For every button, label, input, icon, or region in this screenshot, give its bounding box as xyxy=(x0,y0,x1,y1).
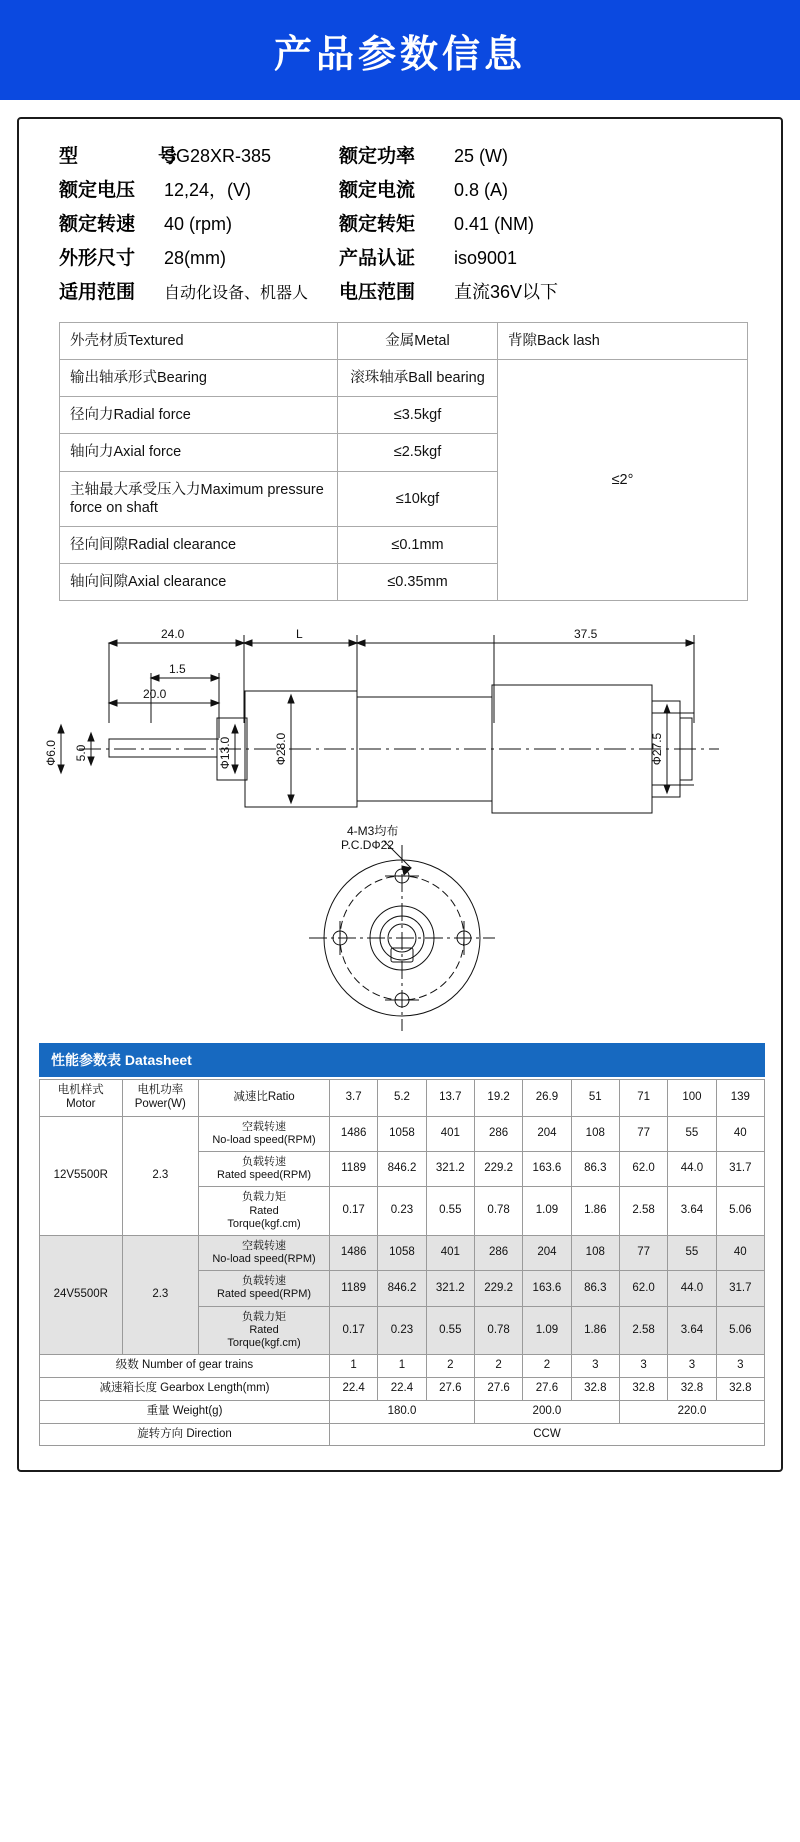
cell: 286 xyxy=(474,1235,522,1270)
spec-label-voltage-range: 电压范围 xyxy=(339,282,416,303)
material-name-radial-clearance: 径向间隙Radial clearance xyxy=(60,526,338,563)
dim-24: 24.0 xyxy=(161,627,185,641)
content-frame xyxy=(17,117,783,1472)
cell: 1 xyxy=(329,1355,377,1378)
cell: 44.0 xyxy=(668,1271,716,1306)
page-header xyxy=(0,0,800,100)
dim-d6: Ф6.0 xyxy=(44,740,58,766)
spec-value-certification: iso9001 xyxy=(454,248,518,268)
cell: 1 xyxy=(378,1355,426,1378)
spec-label-rated-power: 额定功率 xyxy=(339,146,416,167)
cell: 27.6 xyxy=(523,1378,571,1401)
cell: 62.0 xyxy=(619,1151,667,1186)
cell: 1486 xyxy=(329,1116,377,1151)
materials-table xyxy=(59,322,748,601)
cell: 5.06 xyxy=(716,1306,764,1355)
direction-value: CCW xyxy=(329,1423,764,1446)
cell: 31.7 xyxy=(716,1271,764,1306)
motor-24v-power: 2.3 xyxy=(122,1235,199,1354)
material-name-axial-clearance: 轴向间隙Axial clearance xyxy=(60,563,338,600)
cell: 2.58 xyxy=(619,1187,667,1236)
cell: 2 xyxy=(474,1355,522,1378)
table-row xyxy=(40,1378,765,1401)
cell: 31.7 xyxy=(716,1151,764,1186)
cell: 1.86 xyxy=(571,1187,619,1236)
ratio-cell: 3.7 xyxy=(329,1080,377,1117)
cell: 108 xyxy=(571,1235,619,1270)
spec-label-application: 适用范围 xyxy=(59,282,136,303)
material-name-pressure-force: 主轴最大承受压入力Maximum pressure force on shaft xyxy=(60,471,338,526)
material-value-radial-force: ≤3.5kgf xyxy=(338,397,498,434)
datasheet-header-row xyxy=(40,1080,765,1117)
cell: 55 xyxy=(668,1116,716,1151)
table-row xyxy=(60,323,748,360)
material-backlash-header: 背隙Back lash xyxy=(498,323,748,360)
row-label-torque-12v: 负载力矩 Rated Torque(kgf.cm) xyxy=(199,1187,330,1236)
cell: 27.6 xyxy=(426,1378,474,1401)
header-motor: 电机样式 Motor xyxy=(40,1080,123,1117)
table-row xyxy=(40,1355,765,1378)
cell: 1189 xyxy=(329,1271,377,1306)
page-title: 产品参数信息 xyxy=(273,33,526,76)
spec-value-rated-speed: 40 (rpm) xyxy=(164,214,233,234)
row-label-rated-speed-12v: 负载转速 Rated speed(RPM) xyxy=(199,1151,330,1186)
cell: 0.17 xyxy=(329,1306,377,1355)
spec-label-rated-speed: 额定转速 xyxy=(59,214,136,235)
bottom-spacer xyxy=(39,1446,761,1456)
material-value-pressure-force: ≤10kgf xyxy=(338,471,498,526)
cell: 32.8 xyxy=(619,1378,667,1401)
spec-label-dimension: 外形尺寸 xyxy=(59,248,136,269)
cell: 3 xyxy=(668,1355,716,1378)
cell: 0.78 xyxy=(474,1187,522,1236)
ratio-cell: 100 xyxy=(668,1080,716,1117)
cell: 108 xyxy=(571,1116,619,1151)
cell: 0.78 xyxy=(474,1306,522,1355)
cell: 1.86 xyxy=(571,1306,619,1355)
cell: 55 xyxy=(668,1235,716,1270)
cell: 22.4 xyxy=(378,1378,426,1401)
cell: 1189 xyxy=(329,1151,377,1186)
technical-drawing xyxy=(39,613,765,1033)
spec-value-rated-power: 25 (W) xyxy=(454,146,508,166)
cell: 229.2 xyxy=(474,1151,522,1186)
dim-1-5: 1.5 xyxy=(169,662,186,676)
cell: 180.0 xyxy=(329,1400,474,1423)
cell: 1.09 xyxy=(523,1187,571,1236)
header-power: 电机功率 Power(W) xyxy=(122,1080,199,1117)
cell: 2.58 xyxy=(619,1306,667,1355)
material-name-axial-force: 轴向力Axial force xyxy=(60,434,338,471)
cell: 77 xyxy=(619,1235,667,1270)
cell: 32.8 xyxy=(668,1378,716,1401)
cell: 163.6 xyxy=(523,1271,571,1306)
cell: 40 xyxy=(716,1116,764,1151)
drawing-note-line2: P.C.DФ22 xyxy=(341,838,394,852)
weight-label: 重量 Weight(g) xyxy=(40,1400,330,1423)
cell: 0.55 xyxy=(426,1306,474,1355)
cell: 3 xyxy=(571,1355,619,1378)
drawing-note-line1: 4-M3均布 xyxy=(347,824,399,838)
material-name-textured: 外壳材质Textured xyxy=(60,323,338,360)
cell: 1058 xyxy=(378,1235,426,1270)
cell: 1486 xyxy=(329,1235,377,1270)
cell: 204 xyxy=(523,1116,571,1151)
material-value-bearing: 滚珠轴承Ball bearing xyxy=(338,360,498,397)
cell: 0.17 xyxy=(329,1187,377,1236)
dim-37-5: 37.5 xyxy=(574,627,598,641)
direction-label: 旋转方向 Direction xyxy=(40,1423,330,1446)
cell: 1.09 xyxy=(523,1306,571,1355)
cell: 86.3 xyxy=(571,1271,619,1306)
ratio-cell: 19.2 xyxy=(474,1080,522,1117)
spec-label-model: 型 号 xyxy=(59,146,192,167)
header-ratio: 减速比Ratio xyxy=(199,1080,330,1117)
cell: 40 xyxy=(716,1235,764,1270)
material-value-radial-clearance: ≤0.1mm xyxy=(338,526,498,563)
gearbox-length-label: 减速箱长度 Gearbox Length(mm) xyxy=(40,1378,330,1401)
row-label-noload-24v: 空载转速 No-load speed(RPM) xyxy=(199,1235,330,1270)
datasheet-title: 性能参数表 Datasheet xyxy=(39,1043,765,1077)
drawing-svg xyxy=(39,613,765,1033)
dim-5: 5.0 xyxy=(74,744,88,762)
material-value-textured: 金属Metal xyxy=(338,323,498,360)
cell: 2 xyxy=(523,1355,571,1378)
row-label-torque-24v: 负载力矩 Rated Torque(kgf.cm) xyxy=(199,1306,330,1355)
cell: 204 xyxy=(523,1235,571,1270)
motor-24v-label: 24V5500R xyxy=(40,1235,123,1354)
material-value-axial-force: ≤2.5kgf xyxy=(338,434,498,471)
material-backlash-value: ≤2° xyxy=(498,360,748,601)
cell: 1058 xyxy=(378,1116,426,1151)
cell: 32.8 xyxy=(716,1378,764,1401)
dim-d13: Ф13.0 xyxy=(218,736,232,770)
row-label-rated-speed-24v: 负载转速 Rated speed(RPM) xyxy=(199,1271,330,1306)
ratio-cell: 26.9 xyxy=(523,1080,571,1117)
spec-value-rated-current: 0.8 (A) xyxy=(454,180,509,200)
spec-grid xyxy=(39,137,761,314)
material-value-axial-clearance: ≤0.35mm xyxy=(338,563,498,600)
cell: 44.0 xyxy=(668,1151,716,1186)
ratio-cell: 5.2 xyxy=(378,1080,426,1117)
spec-label-rated-current: 额定电流 xyxy=(339,180,416,201)
cell: 200.0 xyxy=(474,1400,619,1423)
spec-label-certification: 产品认证 xyxy=(339,248,416,269)
cell: 62.0 xyxy=(619,1271,667,1306)
table-row xyxy=(40,1423,765,1446)
dim-d27-5: Ф27.5 xyxy=(650,732,664,766)
spec-value-model: SG28XR-385 xyxy=(164,146,272,166)
dim-L: L xyxy=(296,627,303,641)
cell: 401 xyxy=(426,1116,474,1151)
ratio-cell: 139 xyxy=(716,1080,764,1117)
cell: 27.6 xyxy=(474,1378,522,1401)
table-row xyxy=(40,1116,765,1151)
cell: 86.3 xyxy=(571,1151,619,1186)
cell: 0.23 xyxy=(378,1306,426,1355)
cell: 321.2 xyxy=(426,1151,474,1186)
motor-12v-power: 2.3 xyxy=(122,1116,199,1235)
cell: 286 xyxy=(474,1116,522,1151)
table-row xyxy=(40,1400,765,1423)
ratio-cell: 51 xyxy=(571,1080,619,1117)
material-name-radial-force: 径向力Radial force xyxy=(60,397,338,434)
cell: 846.2 xyxy=(378,1151,426,1186)
spec-label-rated-torque: 额定转矩 xyxy=(339,214,416,235)
cell: 3 xyxy=(619,1355,667,1378)
cell: 5.06 xyxy=(716,1187,764,1236)
cell: 321.2 xyxy=(426,1271,474,1306)
cell: 77 xyxy=(619,1116,667,1151)
cell: 0.55 xyxy=(426,1187,474,1236)
spec-value-voltage-range: 直流36V以下 xyxy=(454,282,559,302)
cell: 846.2 xyxy=(378,1271,426,1306)
ratio-cell: 71 xyxy=(619,1080,667,1117)
material-name-bearing: 输出轴承形式Bearing xyxy=(60,360,338,397)
row-label-noload-12v: 空载转速 No-load speed(RPM) xyxy=(199,1116,330,1151)
cell: 22.4 xyxy=(329,1378,377,1401)
table-row xyxy=(60,360,748,397)
cell: 0.23 xyxy=(378,1187,426,1236)
motor-12v-label: 12V5500R xyxy=(40,1116,123,1235)
ratio-cell: 13.7 xyxy=(426,1080,474,1117)
spec-value-application: 自动化设备、机器人 xyxy=(164,285,309,302)
gear-trains-label: 级数 Number of gear trains xyxy=(40,1355,330,1378)
spec-value-dimension: 28(mm) xyxy=(164,248,226,268)
cell: 3.64 xyxy=(668,1306,716,1355)
cell: 401 xyxy=(426,1235,474,1270)
spec-value-rated-voltage: 12,24，(V) xyxy=(164,180,252,200)
cell: 229.2 xyxy=(474,1271,522,1306)
dim-20: 20.0 xyxy=(143,687,167,701)
cell: 3 xyxy=(716,1355,764,1378)
datasheet-table xyxy=(39,1079,765,1446)
cell: 220.0 xyxy=(619,1400,764,1423)
table-row xyxy=(40,1235,765,1270)
cell: 32.8 xyxy=(571,1378,619,1401)
dim-d28: Ф28.0 xyxy=(274,732,288,766)
spec-value-rated-torque: 0.41 (NM) xyxy=(454,214,535,234)
cell: 3.64 xyxy=(668,1187,716,1236)
cell: 2 xyxy=(426,1355,474,1378)
cell: 163.6 xyxy=(523,1151,571,1186)
spec-label-rated-voltage: 额定电压 xyxy=(59,180,136,201)
